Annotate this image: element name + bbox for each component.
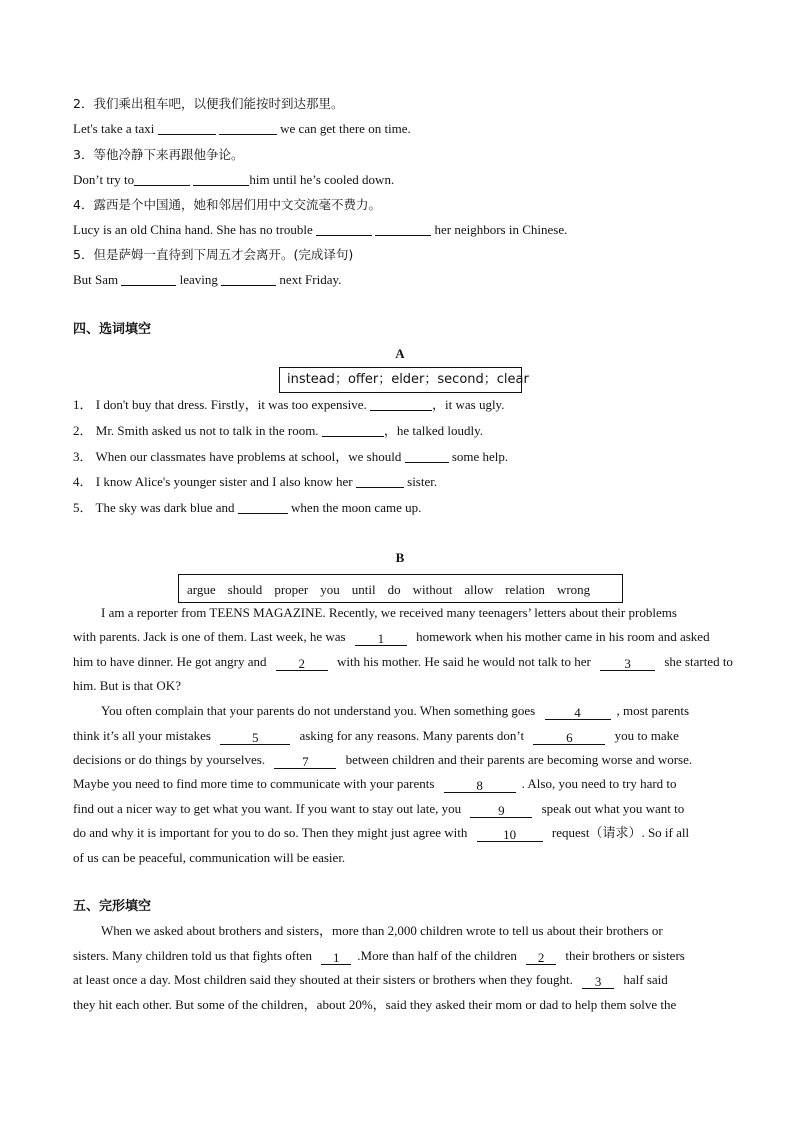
answer-blank[interactable] [134,172,190,186]
passage-line [101,604,677,622]
section-5-title: 五、完形填空 [73,899,152,914]
passage-line [73,775,677,793]
item-number: 4． [73,197,94,212]
passage-text: speak out what you want to [538,801,685,816]
passage-line [73,727,679,745]
passage-text: homework when his mother came in his room and asked [412,629,710,644]
passage-line [73,996,676,1014]
word-bank-word: allow [464,582,494,597]
translation-item-2-en [73,120,411,138]
answer-blank[interactable] [356,474,404,488]
passage-text: .More than half of the children [357,948,521,963]
passage-text: When we asked about brothers and sisters，more than 2,000 children wrote to tell us about their brothers or [101,923,663,938]
numbered-blank[interactable]: 8 [444,779,516,793]
word-bank-word: should [227,582,263,597]
chinese-sentence: 露西是个中国通，她和邻居们用中文交流毫不费力。 [93,197,381,212]
passage-text: find out a nicer way to get what you want. If you want to stay out late, you [73,801,465,816]
sentence-text: when the moon came up. [287,500,422,515]
passage-line [73,653,733,671]
passage-text: they hit each other. But some of the children，about 20%，said they asked their mom or dad to help them solve the [73,997,677,1012]
answer-blank[interactable] [238,500,288,514]
part-a-item-2 [73,422,483,440]
sentence-text: next Friday. [276,272,342,287]
sentence-text: we can get there on time. [276,121,411,136]
passage-text: you to make [611,728,679,743]
sentence-text: Don’t try to [73,172,135,187]
numbered-blank[interactable]: 6 [533,731,605,745]
item-number: 3． [73,147,94,162]
numbered-blank[interactable]: 10 [477,828,543,842]
numbered-blank[interactable]: 1 [355,632,407,646]
passage-text: with his mother. He said he would not talk to her [333,654,595,669]
chinese-sentence: 等他冷静下来再跟他争论。 [93,147,244,162]
passage-text: You often complain that your parents do not understand you. When something goes [101,703,539,718]
passage-text: Maybe you need to find more time to communicate with your parents [73,776,438,791]
part-a-item-1 [73,396,504,414]
item-number: 2． [73,423,93,438]
passage-text: half said [620,972,668,987]
sentence-text: The sky was dark blue and [95,500,238,515]
part-a-label: A [395,346,405,361]
translation-item-3-en [73,171,394,189]
passage-line [73,947,685,965]
sentence-text: some help. [448,449,509,464]
word-bank-word: wrong [556,582,591,597]
item-number: 2． [73,96,94,111]
numbered-blank[interactable]: 5 [220,731,290,745]
passage-text: of us can be peaceful, communication will be easier. [73,850,346,865]
passage-text: request（请求）. So if all [548,825,690,840]
word-bank-b [178,574,623,603]
word-bank-word: proper [274,582,309,597]
passage-text: him. But is that OK? [73,678,181,693]
numbered-blank[interactable]: 2 [526,951,556,965]
numbered-blank[interactable]: 1 [321,951,351,965]
passage-text: decisions or do things by yourselves. [73,752,269,767]
sentence-text: ，he talked loudly. [383,423,483,438]
passage-text: asking for any reasons. Many parents don’t [296,728,528,743]
sentence-text: Mr. Smith asked us not to talk in the room. [95,423,322,438]
passage-text: think it’s all your mistakes [73,728,215,743]
numbered-blank[interactable]: 9 [470,804,532,818]
answer-blank[interactable] [370,397,432,411]
answer-blank[interactable] [405,449,449,463]
passage-text: at least once a day. Most children said they shouted at their sisters or brothers when they fought. [73,972,577,987]
word-bank-word: you [320,582,340,597]
word-bank-word: until [351,582,376,597]
passage-text: do and why it is important for you to do so. Then they might just agree with [73,825,471,840]
numbered-blank[interactable]: 3 [582,975,614,989]
answer-blank[interactable] [316,222,372,236]
word-bank-text: instead；offer；elder；second；clear [287,372,529,387]
passage-text: I am a reporter from TEENS MAGAZINE. Recently, we received many teenagers’ letters about their problems [101,605,677,620]
part-a-item-3 [73,448,508,466]
translation-item-3-zh [73,146,243,164]
translation-item-4-zh [73,196,381,214]
answer-blank[interactable] [193,172,249,186]
item-number: 5． [73,500,93,515]
answer-blank[interactable] [158,121,216,135]
sentence-text: I don't buy that dress. Firstly，it was too expensive. [95,397,370,412]
sentence-text: I know Alice's younger sister and I also know her [95,474,356,489]
passage-line [101,702,689,720]
passage-line [101,922,663,940]
answer-blank[interactable] [375,222,431,236]
sentence-text: leaving [176,272,222,287]
sentence-text: him until he’s cooled down. [249,172,395,187]
passage-line [73,628,710,646]
word-bank-word: do [387,582,401,597]
numbered-blank[interactable]: 2 [276,657,328,671]
answer-blank[interactable] [121,272,176,286]
passage-line [73,824,689,842]
word-bank-word: relation [505,582,545,597]
chinese-sentence: 但是萨姆一直待到下周五才会离开。(完成译句) [93,247,354,262]
item-number: 3． [73,449,93,464]
answer-blank[interactable] [322,423,384,437]
translation-item-2-zh [73,95,343,113]
numbered-blank[interactable]: 7 [274,755,336,769]
passage-text: sisters. Many children told us that fights often [73,948,316,963]
item-number: 5． [73,247,94,262]
numbered-blank[interactable]: 4 [545,706,611,720]
passage-text: him to have dinner. He got angry and [73,654,270,669]
numbered-blank[interactable]: 3 [600,657,655,671]
part-a-item-4 [73,473,437,491]
word-bank-word: argue [187,582,216,597]
item-number: 1． [73,397,93,412]
section-4-title: 四、选词填空 [73,322,152,337]
passage-line [73,800,684,818]
translation-item-5-zh [73,246,353,264]
part-b-label: B [395,550,405,565]
sentence-text: ，it was ugly. [432,397,505,412]
sentence-text: When our classmates have problems at school，we should [95,449,405,464]
passage-text: their brothers or sisters [562,948,685,963]
answer-blank[interactable] [221,272,276,286]
passage-text: . Also, you need to try hard to [521,776,677,791]
chinese-sentence: 我们乘出租车吧，以便我们能按时到达那里。 [93,96,344,111]
sentence-text: But Sam [73,272,122,287]
word-bank-a [279,367,529,393]
item-number: 4． [73,474,93,489]
translation-item-4-en [73,221,567,239]
word-bank-word: without [412,582,453,597]
passage-text: , most parents [616,703,690,718]
passage-text: with parents. Jack is one of them. Last week, he was [73,629,349,644]
sentence-text: sister. [403,474,438,489]
answer-blank[interactable] [219,121,277,135]
passage-line [73,751,692,769]
passage-text: she started to [661,654,733,669]
sentence-text: Lucy is an old China hand. She has no trouble [73,222,316,237]
sentence-text: Let's take a taxi [73,121,158,136]
passage-line [73,677,181,695]
passage-text: between children and their parents are becoming worse and worse. [342,752,693,767]
translation-item-5-en [73,271,341,289]
part-a-item-5 [73,499,421,517]
passage-line [73,971,668,989]
passage-line [73,849,345,867]
sentence-text: her neighbors in Chinese. [431,222,568,237]
